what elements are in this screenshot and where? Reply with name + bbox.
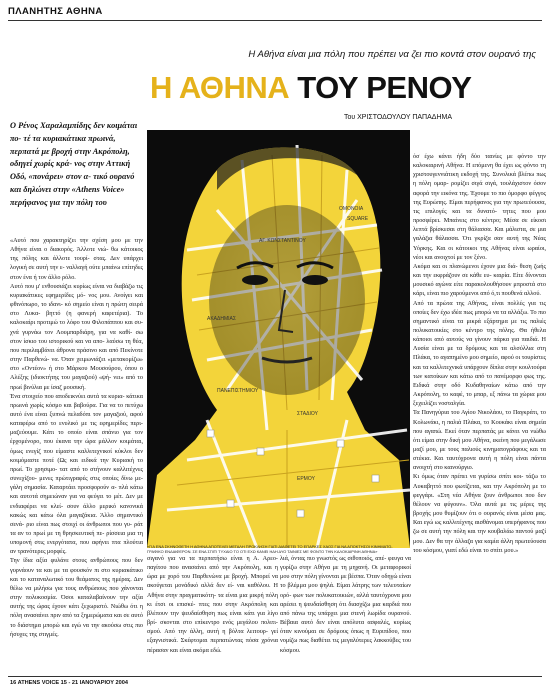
paragraph: Ακόμα και οι πλανώμενοι έχουν μια διά- θεση ζωής και την εκφράζουν σε κάθε ευ- καιρία. Είτε δίνονται μουσικό αγώνα είτε παρακολουθήσουν μπροστά στο κάρι, είναι πιο χαρούμενοι από ό,τι πουθενά αλλού.: [413, 262, 546, 298]
map-label: ΑΚΑΔΗΜΙΑΣ: [207, 316, 236, 322]
column-2-bottom: σιγανό για να τα περπατήσω είναι η Α. Αρεο- παγίτου που ανασαίνει από την Ακρόπολη, και η ώρα με χορό του Παρθενώνα με βροχή. Μπορεί να ακούγεται μονάδικό αλλά δεν εί- ναι καθόλου. Η Αθήνα στην πραγματικότη- τα είναι μια μικρή πόλη κι έτσι οι επισκέ- πτες που στην Ακρόπολη και βλέπουν την ψευδαίσθηση πως είναι κάτι για λίγο βρί- σκονται στο επίκεντρο ενός μεγάλου πολιτι- σμού. Από την άλλη, αυτή η βόλτα λειτουρ- γεί εξαγνιστικά. Σκέφτομαι περπατώντας πόσα χρόνια πέρασαν και είναι ακόμα εδώ.: [147, 555, 278, 654]
portrait-map-illustration: [147, 130, 410, 548]
column-1: [10, 236, 143, 641]
paragraph: Τα Πανηγύρια του Αγίου Νικολάου, το Παγκράτι, το Κολωνάκι, η παλιά Πλάκα, το Κουκάκι είναι σημεία που αγαπώ. Εκεί όταν περπατάς με κάνει να νιώθω ότι είμαι στην δική μου Αθήνα, εκείνη που μεγάλωσε μαζί μου, με τους παλιούς κινηματογράφους και τα στέκια. Και ταυτόχρονα αυτή η πόλη είναι πάντα ανοιχτή στο καινούργιο.: [413, 409, 546, 472]
paragraph: Ένα στοιχείο που αποδεικνύει αυτά τα κυρια- κάτικα πρωινά χωρίς κόσμο και βαβούρα. Για να το πετύχω αυτό ένα είναι ξυπνώ πελαδόπι τον μαγαζιού, αφού καταφέρω από το ενυλικό με τις εφημερίδες περι- μαζεύουμε. Κάτι το οποίο είναι σπάνιο για τον έρχομένορο, που έκανα την ώρα μάλλον κοιμάται, όμως ενεγίζ που είμαστε καλλιτεχνικοί κύκλοι δεν κοιμόμαστε ποτέ (Ως και ειδικά την Κυριακή το πρωί. Το χρησιμο- τατ από το στήνουν καλλιτέχνες συνεχίζου- μενες πρώτιγραφές στις οποίες δίνω με- γάλη σημασία. Καταρτάει προσφορούν α- πλά κάτω και αυτοτά σημειώναν για να φεύγει το μέτ. Δεν με ενδιαφέρει να κλεί- σουν άλλο μερικό κανονικά κακώς και κάτω όλα μαγαζάκια. Άλλο σημαντικό σενά- ριο είναι πως στοιχί οι άνθρωποι που γυ- ράτ τα αν το πρωί με τη θρησκευτική πε- ρίσσεια μια τη υπομονή στις ενεργότατα, που αφήνει πτα πλούτια αν τρανότερες μορφές.: [10, 392, 143, 556]
paragraph: Κι όμως όταν πρέπει να γυρίσω σπίτι κοι- τάζω το Λυκαβηττό που φωτίζεται, και την Ακρόπολη με το φεγγάρι. «Στη νέα Αθήνα ζουν άνθρωποι που δεν θέλουν να φύγουν». Όλα αυτά με τις μέρες της βροχής μου θυμίζουν ότι ο ουρανός είναι μέσα μας. Και εγώ ως καλλιτέχνης αισθάνομαι υπερήφανος που ζω σε αυτή την πόλη και την κουβαλάω παντού μαζί μου. Δεν θα την άλλαζα για καμία άλλη πρωτεύουσα του κόσμου, γιατί εδώ είναι το σπίτι μου.»: [413, 473, 546, 554]
face-shading: [209, 205, 365, 395]
map-label: ΕΡΜΟΥ: [297, 476, 315, 482]
headline-yellow-part: Η ΑΘΗΝΑ: [150, 70, 290, 105]
byline: Του ΧΡΙΣΤΟΔΟΥΛΟΥ ΠΑΠΑΔΗΜΑ: [343, 114, 452, 121]
top-rule: [8, 20, 542, 21]
paragraph: Αυτό που μ' ενθουσιάζει κυρίως είναι να διαβάζω τις κυριακάτικες εφημερίδες μό- νος μου. Ανοίγει και φθινόπωρο, το ιδανι- κό σημείο είναι η πρώτη σειρά στο Λυκα- βηττό (η φανερή καφετέρια). Το καλοκαίρι προτιμώ το λόφο του Φιλοπάππου και συ- χνά γυρνάω τον Λουμπαρδιάρη, για να καθί- σω στον ίσκιο του ιστορικού και να απο- λαύσω τη θέα, που περιλαμβάνει άθρονα πράσινο και από Πεκίνοτε στην Παρθενώ- να. Όταν χειμωνιάζει «μετακομίζω» στο «Οντέον» ή στο Μάρκου Μουσούρου, όπου ο Αλέξης (ιδιοκτήτης του μαγαζιού) «ψή- νει» από το πρωί βινύλια με ίσαζ μουσική.: [10, 282, 143, 391]
map-label: ΟΜΟΝΟΙΑ: [339, 206, 364, 212]
paragraph: «Αυτό που χαρακτηρίζει την σχέση μου με την Αθήνα είναι ο διακορός. Άλλοτε νιώ- θω κάτοικος της πόλης και άλλοτε τουρί- στας. Δεν υπάρχει λογική σε αυτή την ε- ναλλαγή ούτε μπαίνω επίτηδες στον ένα ή τον άλλο ρόλο.: [10, 237, 143, 281]
map-label: ΠΑΝΕΠΙΣΤΗΜΙΟΥ: [217, 388, 259, 394]
column-3-bottom: λιά, όντας πιο γνωστός ως σιθοποιός, απέ- φευγα να γυρίζω στην Αθήνα με τη μηχανή. Οι μεταφορικοί μου στην πόλη γίνονται με βέσπα. Όταν οδηγώ είναι το βλέμμα μου ψηλά. Είμαι λάτρης των τελευταίων ορό- φων των πολυκατοικιών, αλλά ταυτόχρονα μου αρέσει η ψευδαίσθηση ότι διασχίζω μια καρδιά που από πάνω της υπάρχει μια στενή λωρίδα ουρανού. Βέβαια αυτό δεν είναι απόλυτα ασφαλές, κυρίως όταν κινούμαι σε δρόμους όπως η Ευριπίδου, που νομίζω πως διαθέτει τις μεγαλύτερες λακκούβες του κόσμου.: [280, 555, 411, 654]
article-subtitle: Η Αθήνα είναι μια πόλη που πρέπει να ζει πιο κοντά στον ουρανό της: [248, 49, 536, 60]
map-label: ΣΤΑΔΙΟΥ: [297, 411, 318, 417]
page-footer: 16 ATHENS VOICE 15 - 21 ΙΑΝΟΥΑΡΙΟΥ 2004: [10, 680, 128, 686]
portrait-photo-with-map-overlay: [147, 130, 410, 548]
map-label: SQUARE: [347, 216, 369, 222]
map-label: ΑΓ. ΚΩΝΣΤΑΝΤΙΝΟΥ: [259, 238, 306, 244]
photo-caption: «ΓΙΑ ΕΝΑ ΣΚΗΝΟΘΕΤΗ Η ΑΘΗΝΑ ΑΠΟΤΕΛΕΙ ΜΕΓΑΛΗ ΠΡΟΚΛΗΣΗ ΓΙΑΤΙ ΔΙΑΘΕΤΕΙ ΤΟ ΕΠΑΡΚΕΣ ΧΑΟΣ ΓΙΑ ΝΑ ΑΠΟΚΤΗΣΟΙ ΚΙΝΗΜΑΤΟ- ΓΡΑΦΙΚΟ ΕΝΔΙΑΦΕΡΟΝ. ΣΕ ΕΝΑ ΣΠΙΤΙ ΤΥΧΑΙΟ ΤΟ ΟΤΙ ΕΧΩ ΚΑΝΕΙ ΗΔΗ ΔΥΟ ΤΑΙΝΙΕΣ ΜΕ ΦΟΝΤΟ ΤΗΝ ΚΑΛΟΚΑΙΡΙΝΗ ΑΘΗΝΑ»: [147, 544, 393, 554]
paragraph: Την ίδια αξία φυλάνε στους ανθρώπους που δεν γυρνάουν τα και με τα φουσκόν πι στο κυριακάτικο και το καταναλωτικό του θεάματος της ημέρας. Δεν θέλω να μιλήσω για τους ανθρώπους που χάνονται στην πολυκοσμία. Όσοι καταλαβαίνουν την αξία αυτής της ώρας έχουν κάτι ξεχωριστό. Νιώθω ότι η πόλη ανασαίνει πριν από τα ξημερώματα και σε αυτό το διάστημα μπορώ και εγώ να την ακούσω στις πιο ήσυχες της στιγμές.: [10, 557, 143, 638]
section-kicker: ΠΛΑΝΗΤΗΣ ΑΘΗΝΑ: [8, 6, 103, 17]
paragraph: όσ έχω κάνει ήδη δύο ταινίες με φόντο την καλοκαιρινή Αθήνα. Η επόμενη θα έχει ως φόντο τη χριστουγεννιάτικη εκδοχή της. Συνολικά βλέπω πως η πόλη ομαρ- ρομίζει σιγά σιγά, τουλάχιστον όσον αφορά την εικόνα της. Έχουμε το πιο όμορφο φέγγος της Ευρώπης. Είμαι περήφανος για την πρωτεύουσα, τις επιλογές και τα δυνατό- τητες που μου προσφέρει. Μπαίνεις στο κέντρο; Μέσα σε είκοσι λεπτά βρίσκεσαι στη θάλασσα. Και μάλιστα, σε μια γαλάζια θάλασσα. Ότι γκρίζα σαν αυτή της Νέας Υόρκης. Και οι κάτοικοι της Αθήνας είναι ωραίοι, νέοι και ανοιχτοί με τον ξένο.: [413, 153, 546, 261]
article-headline: [150, 70, 540, 106]
column-4: [413, 152, 546, 645]
paragraph: Από τα πρώτα της Αθήνας, είναι πολλές για τις οποίες δεν έχω ιδέα πως μπορώ να τα αλλάξω. Το πιο σημαντικό είναι τα μικρά εξάρτημα με τις παλιές πολυκατοικίες στο κέντρο της πόλης. Θα ήθελα κάποιοι από αυτούς να γίνουν πάρκα για παιδιά. Η Λυσία είναι με τα δρόμους και τα αλσύλλια στη Πλάκα, το αγαπημένο μου σημείο, αφού οι τουρίστες και τα καλλιτεχνικά υπάρχουν δίπλα στην κουλτούρα των κατοίκων και κάτω από το πανέμορφο φως της. Ειδικά στην οδό Κυδαθηναίων κάτω από την Ακρόπολη, το καφέ, το μπαρ, εξ πάνω τα χώρια μου ξεχειλίζει νοσταλγία.: [413, 299, 546, 408]
bottom-rule: [8, 676, 542, 677]
headline-rest: ΤΟΥ ΡΕΝΟΥ: [289, 70, 472, 105]
lead-paragraph: Ο Ρένος Χαραλαμπίδης δεν κοιμάται πο- τέ τα κυριακάτικα πρωινά, περπατά με βροχή στην Ακρόπολη, οδηγεί χωρίς κρά- νος στην Αττική Οδό, «πονάρει» στον α- τικό ουρανό και δηλώνει στην «Athens Voice» περήφανος για την πόλη του: [10, 121, 138, 207]
